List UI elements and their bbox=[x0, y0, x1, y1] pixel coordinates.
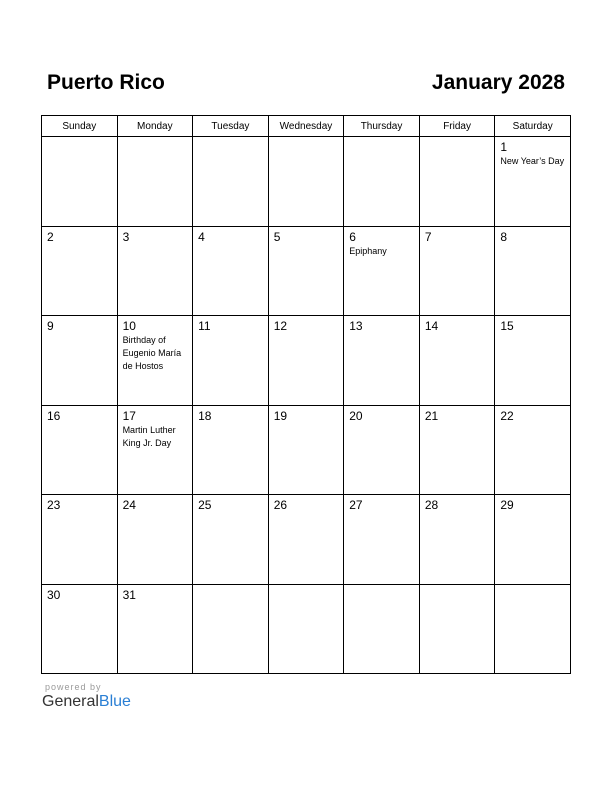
day-cell bbox=[495, 226, 571, 316]
day-cell bbox=[193, 584, 269, 674]
day-cell bbox=[344, 584, 420, 674]
country-title: Puerto Rico bbox=[47, 71, 165, 94]
day-number: 10 bbox=[122, 319, 136, 333]
day-number: 12 bbox=[273, 319, 288, 333]
powered-by-text: powered by bbox=[45, 682, 102, 692]
calendar-grid bbox=[41, 115, 571, 674]
holiday-label: Epiphany bbox=[349, 245, 387, 256]
weekday-header: Friday bbox=[419, 116, 495, 137]
day-number: 29 bbox=[500, 498, 514, 512]
day-cell bbox=[344, 137, 420, 227]
day-cell bbox=[419, 405, 495, 495]
calendar-header bbox=[47, 71, 565, 99]
day-number: 2 bbox=[47, 229, 54, 244]
day-cell bbox=[117, 495, 193, 585]
month-title: January 2028 bbox=[431, 71, 565, 94]
day-cell bbox=[495, 137, 571, 227]
day-number: 25 bbox=[198, 498, 212, 512]
weekday-header: Wednesday bbox=[268, 116, 344, 137]
day-number: 5 bbox=[273, 229, 281, 244]
day-cell bbox=[268, 584, 344, 674]
day-cell bbox=[117, 405, 193, 495]
day-cell bbox=[42, 405, 118, 495]
day-number: 22 bbox=[500, 408, 514, 423]
day-cell bbox=[268, 137, 344, 227]
day-number: 8 bbox=[500, 229, 508, 244]
day-cell bbox=[344, 316, 420, 406]
calendar-body bbox=[42, 137, 571, 674]
day-cell bbox=[344, 495, 420, 585]
day-number: 26 bbox=[273, 498, 288, 512]
weekday-header: Monday bbox=[117, 116, 193, 137]
day-number: 27 bbox=[349, 498, 363, 512]
weekday-header-row bbox=[42, 116, 571, 137]
day-number: 21 bbox=[424, 408, 439, 423]
day-cell bbox=[419, 495, 495, 585]
day-cell bbox=[268, 226, 344, 316]
week-row bbox=[42, 137, 571, 227]
day-number: 20 bbox=[349, 408, 363, 423]
day-cell bbox=[419, 584, 495, 674]
holiday-label: Martin Luther King Jr. Day bbox=[122, 424, 176, 448]
day-number: 16 bbox=[47, 408, 61, 423]
brand-blue-text: Blue bbox=[98, 693, 131, 710]
day-number: 4 bbox=[198, 229, 205, 244]
day-cell bbox=[117, 584, 193, 674]
day-cell bbox=[193, 495, 269, 585]
day-cell bbox=[419, 226, 495, 316]
day-number: 3 bbox=[122, 229, 130, 244]
day-number: 24 bbox=[122, 498, 136, 512]
day-cell bbox=[193, 137, 269, 227]
weekday-header: Tuesday bbox=[193, 116, 269, 137]
day-number: 31 bbox=[122, 587, 136, 602]
day-number: 6 bbox=[349, 229, 356, 244]
day-number: 18 bbox=[198, 408, 212, 423]
day-number: 28 bbox=[424, 498, 439, 512]
day-number: 19 bbox=[273, 408, 288, 423]
day-number: 23 bbox=[47, 498, 61, 512]
day-cell bbox=[193, 316, 269, 406]
day-cell bbox=[42, 316, 118, 406]
day-number: 15 bbox=[500, 319, 514, 333]
day-cell bbox=[117, 137, 193, 227]
weekday-header: Thursday bbox=[344, 116, 420, 137]
day-cell bbox=[344, 405, 420, 495]
day-number: 1 bbox=[500, 140, 508, 154]
day-number: 30 bbox=[47, 587, 61, 602]
day-cell bbox=[193, 405, 269, 495]
week-row bbox=[42, 316, 571, 406]
branding bbox=[42, 682, 131, 711]
day-cell bbox=[42, 584, 118, 674]
week-row bbox=[42, 584, 571, 674]
day-cell bbox=[419, 137, 495, 227]
day-number: 14 bbox=[424, 319, 439, 333]
day-cell bbox=[42, 495, 118, 585]
day-cell bbox=[495, 405, 571, 495]
holiday-label: Birthday of Eugenio María de Hostos bbox=[122, 335, 182, 371]
day-cell bbox=[268, 316, 344, 406]
day-cell bbox=[495, 584, 571, 674]
day-number: 11 bbox=[198, 319, 211, 333]
day-cell bbox=[117, 316, 193, 406]
holiday-label: New Year’s Day bbox=[500, 156, 565, 166]
brand-logo bbox=[42, 693, 131, 711]
day-cell bbox=[193, 226, 269, 316]
day-cell bbox=[268, 495, 344, 585]
day-cell bbox=[344, 226, 420, 316]
day-cell bbox=[268, 405, 344, 495]
day-cell bbox=[495, 495, 571, 585]
day-number: 17 bbox=[122, 408, 136, 423]
weekday-header: Sunday bbox=[42, 116, 118, 137]
day-number: 7 bbox=[424, 229, 432, 244]
day-cell bbox=[117, 226, 193, 316]
week-row bbox=[42, 226, 571, 316]
week-row bbox=[42, 495, 571, 585]
day-cell bbox=[495, 316, 571, 406]
day-number: 9 bbox=[47, 319, 54, 333]
brand-general-text: General bbox=[42, 693, 99, 710]
weekday-header: Saturday bbox=[495, 116, 571, 137]
day-number: 13 bbox=[349, 319, 363, 333]
day-cell bbox=[42, 226, 118, 316]
day-cell bbox=[42, 137, 118, 227]
week-row bbox=[42, 405, 571, 495]
day-cell bbox=[419, 316, 495, 406]
